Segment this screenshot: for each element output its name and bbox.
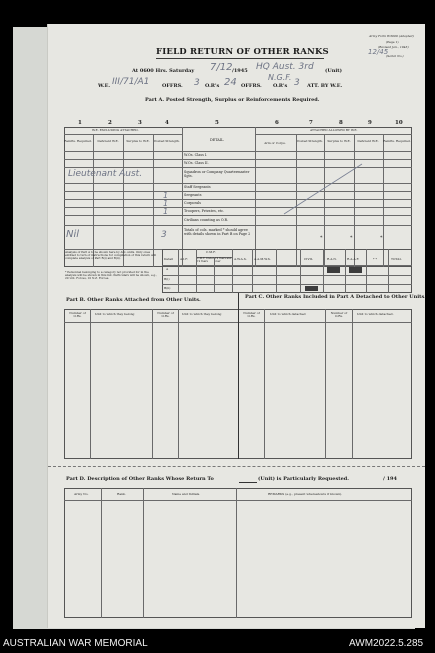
analysis-head: A.A.M.W.S. <box>254 257 271 261</box>
att-handwritten: 3 <box>294 78 300 88</box>
part-b-head: Unit to which they belong <box>182 312 222 316</box>
analysis-note: Analysis of Part A to be shown here by ALL units. Only ones entitled to turn of instructions for compilation of this return will complete analysis of Part B(i) and B(ii). <box>65 250 157 261</box>
offrs-label: OFFRS. <box>162 83 183 89</box>
detail-row: Squadron or Company Quartermaster Sgts. <box>184 170 250 179</box>
left-head: Posted Strength. <box>154 139 180 143</box>
fold-line <box>48 466 425 467</box>
part-d-head: REMARKS (e.g., present whereabouts if known). <box>268 492 343 496</box>
part-c-title: Part C. Other Ranks Included in Part A Detached to Other Units. <box>245 294 427 300</box>
right-head: Deficient W.E. <box>357 139 379 143</box>
col-number: 9 <box>368 120 372 126</box>
col-number: 5 <box>215 120 219 126</box>
col-number: 10 <box>395 120 403 126</box>
detail-row: Corporals <box>184 201 201 205</box>
diagonal-strike <box>280 160 366 220</box>
col-number: 2 <box>108 120 112 126</box>
detail-heading: DETAIL. <box>210 138 225 142</box>
serial-label: (Serial No.) <box>386 54 404 58</box>
col-number: 7 <box>309 120 313 126</box>
offrs2-label: OFFRS. <box>241 83 262 89</box>
part-b-head: Number of O.Rs. <box>157 311 174 319</box>
part-c-head: Number of O.Rs. <box>243 311 260 319</box>
detail-row-totals: Totals of cols. marked * should agree with details shown in Part B on Page 2 <box>184 228 251 237</box>
count-handwritten: 1 <box>163 199 169 208</box>
count-handwritten: 1 <box>163 191 169 200</box>
detail-row: Sergeants <box>184 193 202 197</box>
analysis-head: R.A.N. <box>327 257 337 261</box>
part-d-head: Army No. <box>74 492 89 496</box>
shaded-cell <box>305 286 318 291</box>
analysis-head: CIVIL <box>304 257 313 261</box>
part-a-title: Part A. Posted Strength, Surplus or Reinforcements Required. <box>145 97 320 103</box>
star-mark: * <box>320 235 323 241</box>
right-head: Surplus to W.E. <box>327 139 351 143</box>
analysis-table <box>162 249 412 293</box>
left-head: Surplus to W.E. <box>126 139 150 143</box>
serial-handwritten: 12/45 <box>368 48 389 56</box>
form-ref-line1: Army Form W3009 (Adapted) <box>369 34 414 38</box>
detail-row: Civilians counting as O.R. <box>184 218 229 222</box>
attached-allowed: ATTACHED ALLOWED BY W.E. <box>310 128 358 132</box>
part-d-title: Part D. Description of Other Ranks Whose Return To <box>66 476 214 482</box>
detail-row: Troopers, Privates, etc. <box>184 209 225 213</box>
part-c-head: Unit to which detached <box>270 312 306 316</box>
part-d-table <box>64 488 412 618</box>
col-number: 3 <box>138 120 142 126</box>
year-label: /1945 <box>232 68 248 74</box>
star-mark: * <box>380 235 383 241</box>
part-b-head: Unit to which they belong <box>95 312 135 316</box>
col-number: 4 <box>165 120 169 126</box>
title-underline <box>156 58 324 59</box>
analysis-head: TOTAL <box>391 257 402 261</box>
analysis-head: 19 Years and over <box>215 257 232 263</box>
analysis-head: A.I.F. <box>180 257 188 261</box>
part-d-date: / 194 <box>383 476 398 482</box>
analysis-row-label: A <box>166 267 169 271</box>
offrs-handwritten: 3 <box>194 78 200 88</box>
unit-sub-handwritten: N.G.F. <box>268 73 292 82</box>
analysis-head: R.A.A.F. <box>347 257 360 261</box>
col-number: 6 <box>275 120 279 126</box>
form-ref-line2: (Page 1) <box>386 40 399 44</box>
right-head: Posted Strength. <box>297 139 323 143</box>
ors-handwritten: 24 <box>224 77 237 88</box>
shaded-cell <box>327 267 340 273</box>
left-head: Reinfts. Required. <box>64 139 92 143</box>
right-head: Arm or Corps. <box>264 141 286 145</box>
star-mark: * <box>350 235 353 241</box>
analysis-row-label: B(ii) <box>164 286 171 290</box>
detail-row: Staff Sergeants <box>184 185 211 189</box>
part-c-head: Unit to which detached. <box>357 312 394 316</box>
part-d-head: Name and Initials. <box>172 492 201 496</box>
part-d-head: Rank. <box>117 492 126 496</box>
analysis-row-label: B(i) <box>164 277 170 281</box>
analysis-head: A.W.A.S. <box>234 257 247 261</box>
footer-left: AUSTRALIAN WAR MEMORIAL <box>3 638 148 649</box>
left-head: Deficient W.E. <box>97 139 119 143</box>
at-hrs-label: At 0600 Hrs. Saturday <box>132 68 195 74</box>
total-handwritten: 3 <box>161 230 167 240</box>
total-left-handwritten: Nil <box>66 229 80 240</box>
count-handwritten: 1 <box>163 207 169 216</box>
analysis-head: C.M.F. Under 19 Years <box>197 257 214 263</box>
detail-row: W.Os. Class I. <box>184 153 208 157</box>
detail-row: W.Os. Class II. <box>184 161 209 165</box>
ors-label: O.R's <box>205 83 220 89</box>
right-head: Reinfts. Required. <box>383 139 411 143</box>
att-label: ATT. BY W.E. <box>307 83 343 89</box>
we-handwritten: III/71/A1 <box>112 77 150 87</box>
analysis-head: * * <box>373 257 377 261</box>
cmf-head: C.M.F. <box>206 250 216 254</box>
analysis-head: Detail <box>164 257 174 261</box>
unit-handwritten: HQ Aust. 3rd <box>256 62 314 72</box>
part-b-title: Part B. Other Ranks Attached from Other Units. <box>66 297 201 303</box>
analysis-note-2: * Personnel belonging to a category not provided for in the analysis will be shown in this list. Particulars will be shown, e.g., 20 U.K. Forces, 10 N.Z. Forces. <box>65 270 158 281</box>
col-number: 8 <box>339 120 343 126</box>
we-excluding-attached: W.E. EXCLUDING ATTACHED. <box>92 128 139 132</box>
shaded-cell <box>349 267 362 273</box>
part-d-mid: (Unit) is Particularly Requested. <box>258 476 350 482</box>
form-title: FIELD RETURN OF OTHER RANKS <box>156 47 329 57</box>
unit-label: (Unit) <box>325 68 342 74</box>
lieutenant-handwritten: Lieutenant Aust. <box>68 169 143 179</box>
form-ref-line3: (Revised Jan., 1943) <box>378 45 409 49</box>
we-label: W.E. <box>98 83 111 89</box>
footer-right: AWM2022.5.285 <box>349 638 424 649</box>
part-b-head: Number of O.Rs. <box>69 311 86 319</box>
ors2-label: O.R's <box>273 83 288 89</box>
part-c-head: Number of O.Rs. <box>330 311 348 319</box>
date-handwritten: 7/12 <box>210 62 233 73</box>
col-number: 1 <box>78 120 82 126</box>
